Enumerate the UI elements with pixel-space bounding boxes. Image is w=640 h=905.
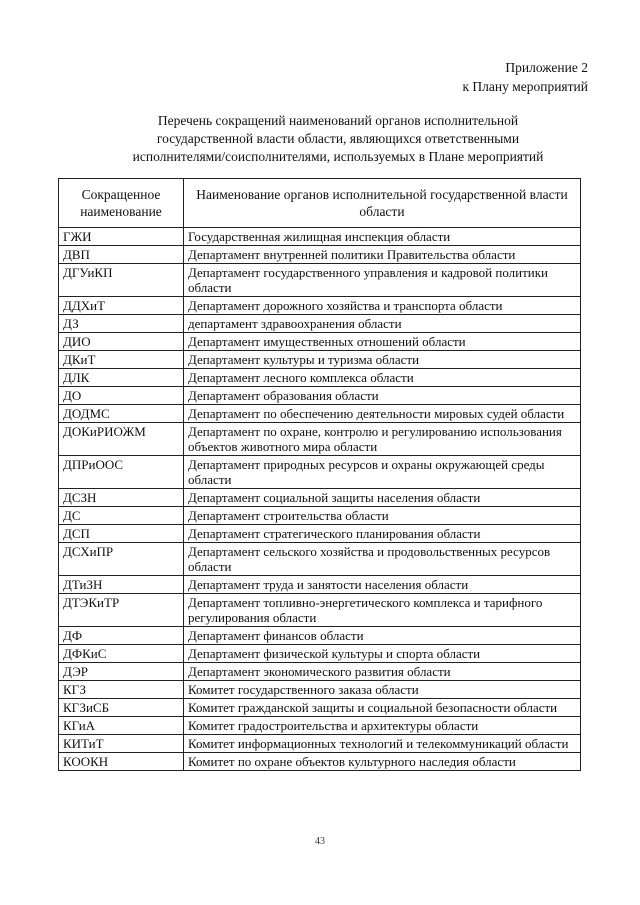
title-line: Перечень сокращений наименований органов исполнительной	[157, 113, 519, 128]
abbreviation-cell: ДСП	[59, 525, 184, 543]
full-name-cell: Департамент лесного комплекса области	[184, 369, 581, 387]
full-name-cell: Департамент строительства области	[184, 507, 581, 525]
abbreviation-cell: КГЗ	[59, 681, 184, 699]
table-row	[59, 543, 581, 576]
table-row	[59, 387, 581, 405]
page-number: 43	[315, 836, 325, 847]
table-row	[59, 405, 581, 423]
abbreviation-cell: ДЭР	[59, 663, 184, 681]
table-row	[59, 333, 581, 351]
abbreviation-cell: ДКиТ	[59, 351, 184, 369]
column-header-full-name: Наименование органов исполнительной государственной власти области	[184, 179, 581, 228]
full-name-cell: департамент здравоохранения области	[184, 315, 581, 333]
table-row	[59, 627, 581, 645]
table-row	[59, 753, 581, 771]
full-name-cell: Департамент труда и занятости населения области	[184, 576, 581, 594]
full-name-cell: Государственная жилищная инспекция области	[184, 228, 581, 246]
abbreviation-cell: ДГУиКП	[59, 264, 184, 297]
abbreviation-cell: КООКН	[59, 753, 184, 771]
table-row	[59, 456, 581, 489]
full-name-cell: Департамент финансов области	[184, 627, 581, 645]
table-body	[59, 228, 581, 771]
abbreviation-cell: КГиА	[59, 717, 184, 735]
table-row	[59, 735, 581, 753]
full-name-cell: Департамент культуры и туризма области	[184, 351, 581, 369]
full-name-cell: Департамент по обеспечению деятельности мировых судей области	[184, 405, 581, 423]
abbreviation-cell: КГЗиСБ	[59, 699, 184, 717]
title-line: государственной власти области, являющихся ответственными	[156, 131, 520, 146]
full-name-cell: Департамент природных ресурсов и охраны окружающей среды области	[184, 456, 581, 489]
full-name-cell: Департамент внутренней политики Правительства области	[184, 246, 581, 264]
abbreviation-cell: ДЗ	[59, 315, 184, 333]
full-name-cell: Департамент социальной защиты населения области	[184, 489, 581, 507]
table-row	[59, 246, 581, 264]
full-name-cell: Комитет информационных технологий и телекоммуникаций области	[184, 735, 581, 753]
table-row	[59, 525, 581, 543]
table-row	[59, 645, 581, 663]
table-row	[59, 369, 581, 387]
table-row	[59, 594, 581, 627]
abbreviation-cell: ДТЭКиТР	[59, 594, 184, 627]
full-name-cell: Комитет по охране объектов культурного наследия области	[184, 753, 581, 771]
table-row	[59, 507, 581, 525]
abbreviation-cell: ДС	[59, 507, 184, 525]
table-row	[59, 489, 581, 507]
abbreviation-cell: ДСХиПР	[59, 543, 184, 576]
table-row	[59, 423, 581, 456]
table-row	[59, 264, 581, 297]
full-name-cell: Департамент топливно-энергетического комплекса и тарифного регулирования области	[184, 594, 581, 627]
title-line: исполнителями/соисполнителями, используемых в Плане мероприятий	[132, 149, 544, 164]
full-name-cell: Комитет градостроительства и архитектуры области	[184, 717, 581, 735]
column-header-abbreviation: Сокращенное наименование	[59, 179, 184, 228]
abbreviation-cell: ДОДМС	[59, 405, 184, 423]
table-row	[59, 681, 581, 699]
table-header-row	[59, 179, 581, 228]
abbreviation-cell: ДТиЗН	[59, 576, 184, 594]
appendix-header	[462, 58, 588, 96]
table-row	[59, 576, 581, 594]
full-name-cell: Департамент стратегического планирования области	[184, 525, 581, 543]
full-name-cell: Департамент физической культуры и спорта области	[184, 645, 581, 663]
full-name-cell: Департамент государственного управления и кадровой политики области	[184, 264, 581, 297]
abbreviation-cell: ДО	[59, 387, 184, 405]
abbreviations-table	[58, 178, 581, 771]
appendix-number: Приложение 2	[505, 60, 588, 75]
table-row	[59, 717, 581, 735]
abbreviation-cell: ДВП	[59, 246, 184, 264]
document-title	[96, 112, 580, 166]
full-name-cell: Департамент сельского хозяйства и продовольственных ресурсов области	[184, 543, 581, 576]
full-name-cell: Департамент образования области	[184, 387, 581, 405]
abbreviation-cell: ДФКиС	[59, 645, 184, 663]
full-name-cell: Комитет государственного заказа области	[184, 681, 581, 699]
abbreviation-cell: ГЖИ	[59, 228, 184, 246]
table-row	[59, 297, 581, 315]
abbreviation-cell: ДОКиРИОЖМ	[59, 423, 184, 456]
abbreviation-cell: ДФ	[59, 627, 184, 645]
abbreviation-cell: КИТиТ	[59, 735, 184, 753]
table-row	[59, 351, 581, 369]
abbreviation-cell: ДСЗН	[59, 489, 184, 507]
table-row	[59, 315, 581, 333]
full-name-cell: Департамент по охране, контролю и регулированию использования объектов животного мира области	[184, 423, 581, 456]
full-name-cell: Департамент дорожного хозяйства и транспорта области	[184, 297, 581, 315]
abbreviation-cell: ДПРиООС	[59, 456, 184, 489]
appendix-reference: к Плану мероприятий	[462, 79, 588, 94]
abbreviation-cell: ДИО	[59, 333, 184, 351]
table-row	[59, 699, 581, 717]
abbreviation-cell: ДДХиТ	[59, 297, 184, 315]
abbreviation-cell: ДЛК	[59, 369, 184, 387]
table-row	[59, 663, 581, 681]
table-row	[59, 228, 581, 246]
full-name-cell: Комитет гражданской защиты и социальной безопасности области	[184, 699, 581, 717]
full-name-cell: Департамент экономического развития области	[184, 663, 581, 681]
full-name-cell: Департамент имущественных отношений области	[184, 333, 581, 351]
